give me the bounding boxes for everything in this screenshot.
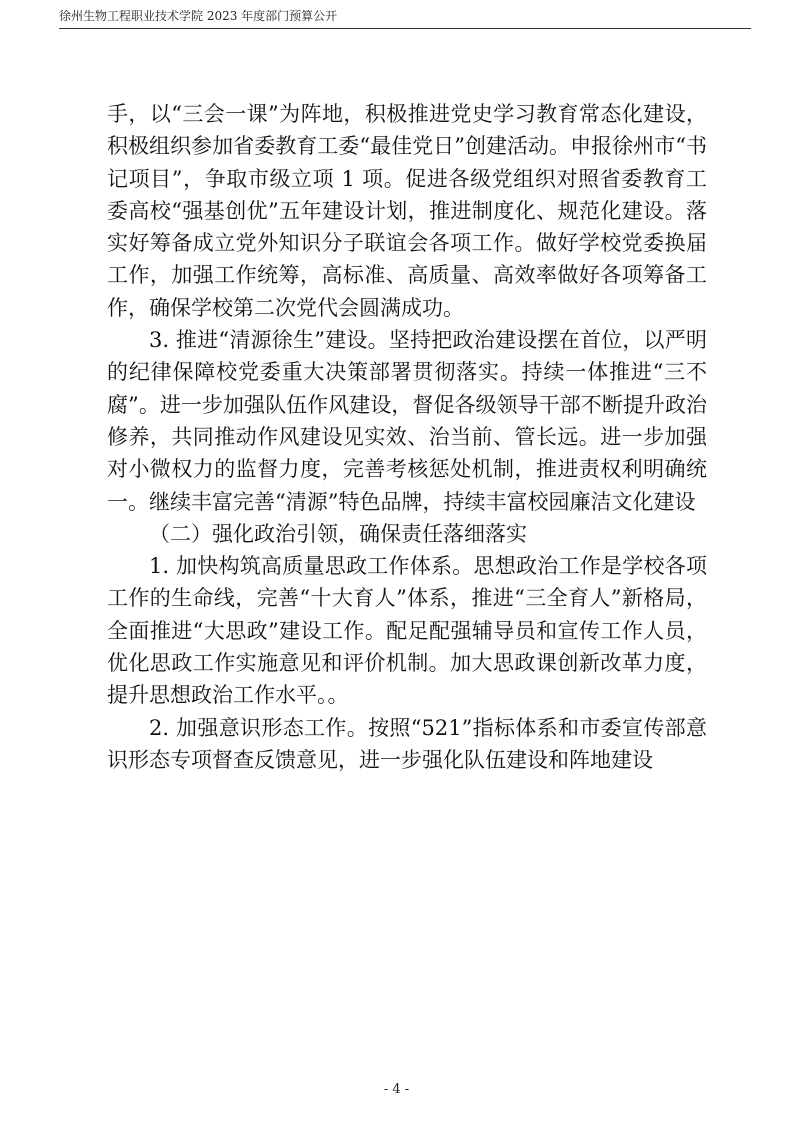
header-title: 徐州生物工程职业技术学院 2023 年度部门预算公开 <box>59 9 338 23</box>
paragraph-ideology-work: 2. 加强意识形态工作。按照“521”指标体系和市委宣传部意识形态专项督查反馈意见，进一步强化队伍建设和阵地建设 <box>107 715 707 772</box>
section-heading-political-guidance: （二）强化政治引领，确保责任落细落实 <box>149 521 527 546</box>
page-header <box>59 6 751 29</box>
paragraph-qingyuan-construction: 3. 推进“清源徐生”建设。坚持把政治建设摆在首位，以严明的纪律保障校党委重大决策部署贯彻落实。持续一体推进“三不腐”。进一步加强队伍作风建设，督促各级领导干部不断提升政治修养，共同推动作风建设见实效、治当前、管长远。进一步加强对小微权力的监督力度，完善考核惩处机制，推进责权利明确统一。继续丰富完善“清源”特色品牌，持续丰富校园廉洁文化建设 <box>107 328 707 514</box>
page-footer <box>0 1082 793 1097</box>
page-number: - 4 - <box>383 1082 410 1097</box>
document-body <box>107 98 707 776</box>
paragraph-party-building-continued: 手，以“三会一课”为阵地，积极推进党史学习教育常态化建设，积极组织参加省委教育工委“最佳党日”创建活动。申报徐州市“书记项目”，争取市级立项 1 项。促进各级党组织对照省委教育工委高校“强基创优”五年建设计划，推进制度化、规范化建设。落实好筹备成立党外知识分子联谊会各项工作。做好学校党委换届工作，加强工作统筹，高标准、高质量、高效率做好各项筹备工作，确保学校第二次党代会圆满成功。 <box>107 102 707 320</box>
paragraph-ideological-work-system: 1. 加快构筑高质量思政工作体系。思想政治工作是学校各项工作的生命线，完善“十大育人”体系，推进“三全育人”新格局，全面推进“大思政”建设工作。配足配强辅导员和宣传工作人员，优化思政工作实施意见和评价机制。加大思政课创新改革力度，提升思想政治工作水平。。 <box>107 554 707 708</box>
